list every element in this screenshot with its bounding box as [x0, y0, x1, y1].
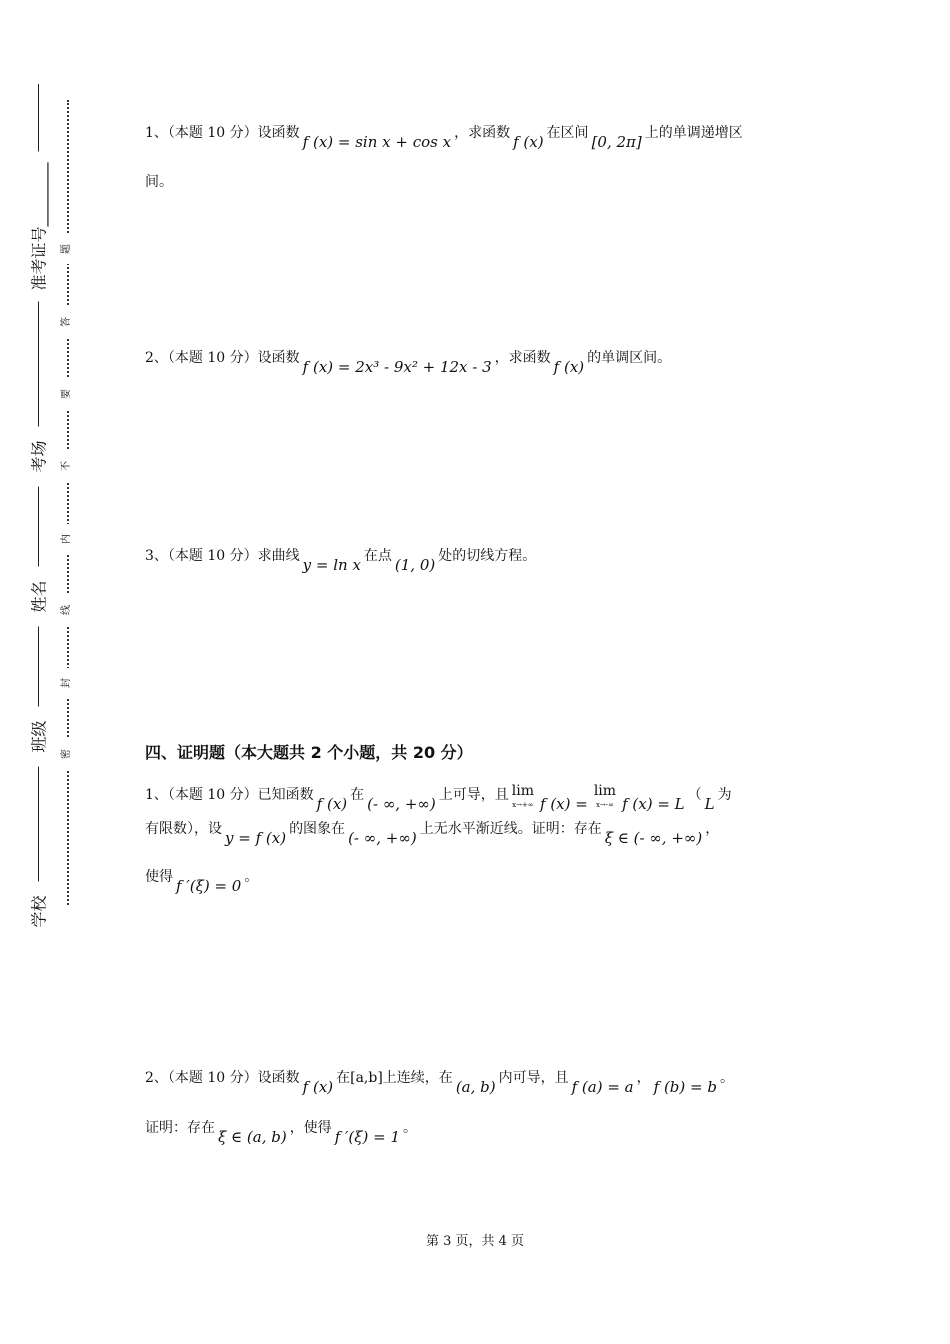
proof-1: 1、（本题 10 分）已知函数 f (x) 在 (- ∞, +∞) 上可导，且 lim x→+∞ f (x) =lim x→-∞ f (x) = L （ L 为 — [145, 783, 732, 813]
question-3: 3、（本题 10 分）求曲线 y = ln x 在点 (1, 0) 处的切线方程。 — [145, 548, 537, 574]
seal-char: 内 — [61, 524, 73, 554]
class-label: 班级 — [27, 707, 50, 767]
school-label: 学校 — [27, 882, 50, 942]
question-2: 2、（本题 10 分）设函数 f (x) = 2x³ - 9x² + 12x - 3 ，求函数 f (x) 的单调区间。 — [145, 350, 672, 376]
proof-1-line-3: 使得 f ′(ξ) = 0 。 — [145, 869, 259, 895]
seal-char: 要 — [61, 379, 73, 409]
limit-minus: lim x→-∞ — [593, 783, 617, 809]
proof-1-line-2: 有限数），设 y = f (x) 的图象在 (- ∞, +∞) 上无水平渐近线。证明：存在 ξ ∈ (- ∞, +∞) ， — [145, 821, 720, 847]
binding-dotted-line — [67, 100, 69, 905]
seal-char: 答 — [61, 307, 73, 337]
proof-2-line-2: 证明：存在 ξ ∈ (a, b) ，使得 f ′(ξ) = 1 。 — [145, 1120, 418, 1146]
seal-char: 不 — [61, 451, 73, 481]
section-title: 四、证明题（本大题共 2 个小题，共 20 分） — [145, 743, 473, 762]
proof-2: 2、（本题 10 分）设函数 f (x) 在[a,b]上连续，在 (a, b) 内可导，且 f (a) = a ， f (b) = b 。 — [145, 1070, 734, 1096]
exam-id-label: 准考证号________ — [27, 152, 50, 302]
question-1-cont: 间。 — [145, 174, 173, 190]
seal-char: 密 — [61, 739, 73, 769]
name-label: 姓名 — [27, 567, 50, 627]
seal-char: 封 — [61, 668, 73, 698]
seal-char: 线 — [61, 595, 73, 625]
seal-char: 题 — [61, 234, 73, 264]
question-1: 1、（本题 10 分）设函数 f (x) = sin x + cos x ，求函数 f (x) 在区间 [0, 2π] 上的单调递增区 — [145, 125, 743, 151]
limit-plus: lim x→+∞ — [511, 783, 534, 809]
exam-room-label: 考场 — [27, 427, 50, 487]
page-footer: 第 3 页，共 4 页 — [425, 1234, 525, 1249]
